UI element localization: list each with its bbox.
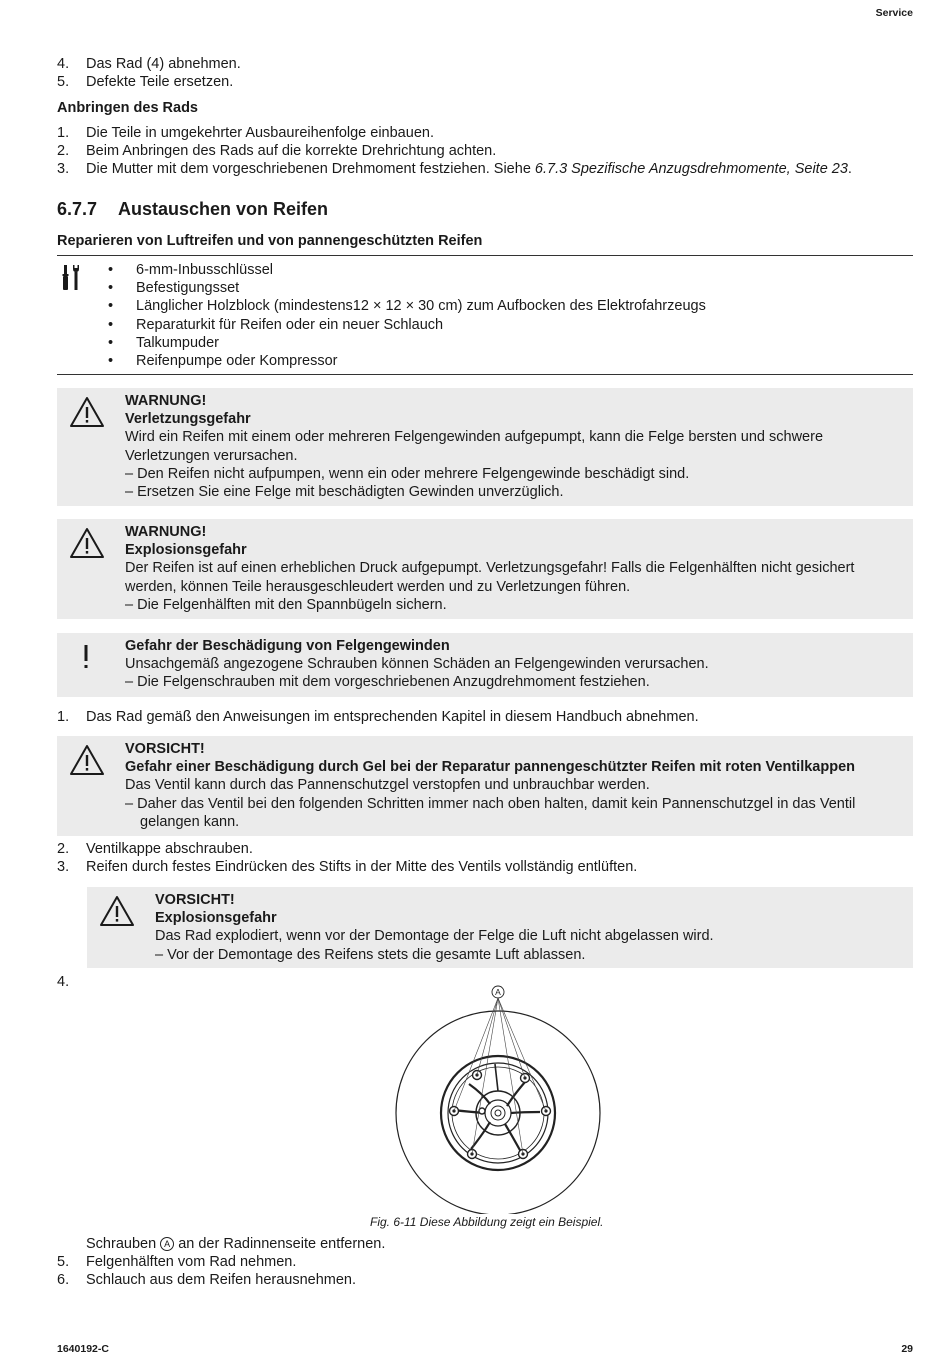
hazard-action: – Daher das Ventil bei den folgenden Schritten immer nach oben halten, damit kein Pannenschutzgel in das Ventil gelangen kann.	[125, 795, 856, 830]
signal-word: WARNUNG!	[125, 393, 207, 409]
hazard-text: werden, können Teile herausgeschleudert werden und zu Verletzungen führen.	[125, 578, 631, 595]
list-item: • Befestigungsset	[108, 280, 240, 297]
hazard-text: Wird ein Reifen mit einem oder mehreren Felgengewinden aufgepumpt, kann die Felge bersten und schwere	[125, 429, 824, 446]
hazard-text: Verletzungen verursachen.	[125, 447, 298, 464]
hazard-action: – Die Felgenhälften mit den Spannbügeln sichern.	[125, 596, 447, 613]
running-header: Service	[875, 7, 913, 19]
signal-word: WARNUNG!	[125, 524, 207, 540]
signal-word: VORSICHT!	[155, 892, 235, 908]
hazard-action: – Den Reifen nicht aufpumpen, wenn ein oder mehrere Felgengewinde beschädigt sind.	[125, 465, 690, 482]
wheel-figure	[395, 984, 605, 1214]
step-6-remove-tube: 6. Schlauch aus dem Reifen herausnehmen.	[57, 1272, 357, 1288]
notice-action: – Die Felgenschrauben mit dem vorgeschriebenen Anzugdrehmoment festziehen.	[125, 674, 650, 691]
hazard-action: – Ersetzen Sie eine Felge mit beschädigten Gewinden unverzüglich.	[125, 484, 564, 501]
section-subheading: Reparieren von Luftreifen und von pannengeschützten Reifen	[57, 233, 483, 249]
hazard-title: Gefahr einer Beschädigung durch Gel bei der Reparatur pannengeschützter Reifen mit roten Ventilkappen	[125, 759, 855, 776]
hazard-title: Verletzungsgefahr	[125, 411, 251, 428]
mount-heading: Anbringen des Rads	[57, 100, 198, 116]
cross-reference-link[interactable]: 6.7.3 Spezifische Anzugsdrehmomente, Seite 23	[534, 161, 848, 177]
document-id: 1640192-C	[57, 1343, 109, 1355]
notice-text: Unsachgemäß angezogene Schrauben können Schäden an Felgengewinden verursachen.	[125, 656, 709, 673]
divider	[57, 374, 913, 375]
divider	[57, 255, 913, 256]
tools-icon	[62, 265, 84, 291]
callout-a-inline: A	[160, 1237, 174, 1251]
hazard-action: – Vor der Demontage des Reifens stets die gesamte Luft ablassen.	[155, 946, 586, 963]
callout-a-label: A	[495, 987, 501, 998]
list-item: • 6-mm-Inbusschlüssel	[108, 262, 273, 278]
hazard-text: Das Ventil kann durch das Pannenschutzgel verstopfen und unbrauchbar werden.	[125, 777, 650, 794]
exclamation-icon	[81, 643, 91, 671]
notice-box-thread-damage	[57, 633, 913, 697]
mount-step-3: 3. Die Mutter mit dem vorgeschriebenen Drehmoment festziehen. Siehe 6.7.3 Spezifische Anzugsdrehmomente, Seite 23.	[57, 161, 852, 177]
mount-step-2: 2. Beim Anbringen des Rads auf die korrekte Drehrichtung achten.	[57, 143, 497, 159]
caution-box-explosion	[87, 887, 913, 968]
section-heading: 6.7.7 Austauschen von Reifen	[57, 199, 329, 219]
list-item: • Reifenpumpe oder Kompressor	[108, 352, 338, 369]
hazard-text: Das Rad explodiert, wenn vor der Demontage der Felge die Luft nicht abgelassen wird.	[155, 928, 714, 945]
step-4-text: Schrauben A an der Radinnenseite entfernen.	[86, 1236, 386, 1252]
step-2-valve-cap: 2. Ventilkappe abschrauben.	[57, 841, 253, 857]
figure-caption: Fig. 6-11 Diese Abbildung zeigt ein Beispiel.	[370, 1215, 604, 1229]
page-number: 29	[901, 1343, 913, 1355]
hazard-text: Der Reifen ist auf einen erheblichen Druck aufgepumpt. Verletzungsgefahr! Falls die Felgenhälften nicht gesichert	[125, 560, 855, 577]
step-5-replace-parts: 5. Defekte Teile ersetzen.	[57, 74, 234, 90]
tools-list	[108, 261, 706, 370]
notice-title: Gefahr der Beschädigung von Felgengewinden	[125, 638, 450, 654]
step-5-rim-halves: 5. Felgenhälften vom Rad nehmen.	[57, 1254, 297, 1270]
list-item: • Reparaturkit für Reifen oder ein neuer Schlauch	[108, 316, 444, 333]
hazard-title: Explosionsgefahr	[125, 542, 247, 559]
mount-step-1: 1. Die Teile in umgekehrter Ausbaureihenfolge einbauen.	[57, 125, 434, 141]
step-1-remove-wheel: 1. Das Rad gemäß den Anweisungen im entsprechenden Kapitel in diesem Handbuch abnehmen.	[57, 709, 699, 725]
list-item: • Talkumpuder	[108, 334, 220, 351]
warning-triangle-icon	[69, 396, 105, 428]
signal-word: VORSICHT!	[125, 741, 205, 757]
warning-triangle-icon	[69, 527, 105, 559]
step-4-number: 4.	[57, 974, 70, 990]
step-4-remove-wheel: 4. Das Rad (4) abnehmen.	[57, 56, 241, 72]
warning-box-explosion	[57, 519, 913, 619]
warning-triangle-icon	[99, 895, 135, 927]
caution-box-gel	[57, 736, 913, 836]
step-3-deflate: 3. Reifen durch festes Eindrücken des Stifts in der Mitte des Ventils vollständig entlüften.	[57, 859, 638, 875]
list-item: • Länglicher Holzblock (mindestens12 × 12 × 30 cm) zum Aufbocken des Elektrofahrzeugs	[108, 298, 706, 315]
hazard-title: Explosionsgefahr	[155, 910, 277, 927]
warning-triangle-icon	[69, 744, 105, 776]
warning-box-injury	[57, 388, 913, 506]
